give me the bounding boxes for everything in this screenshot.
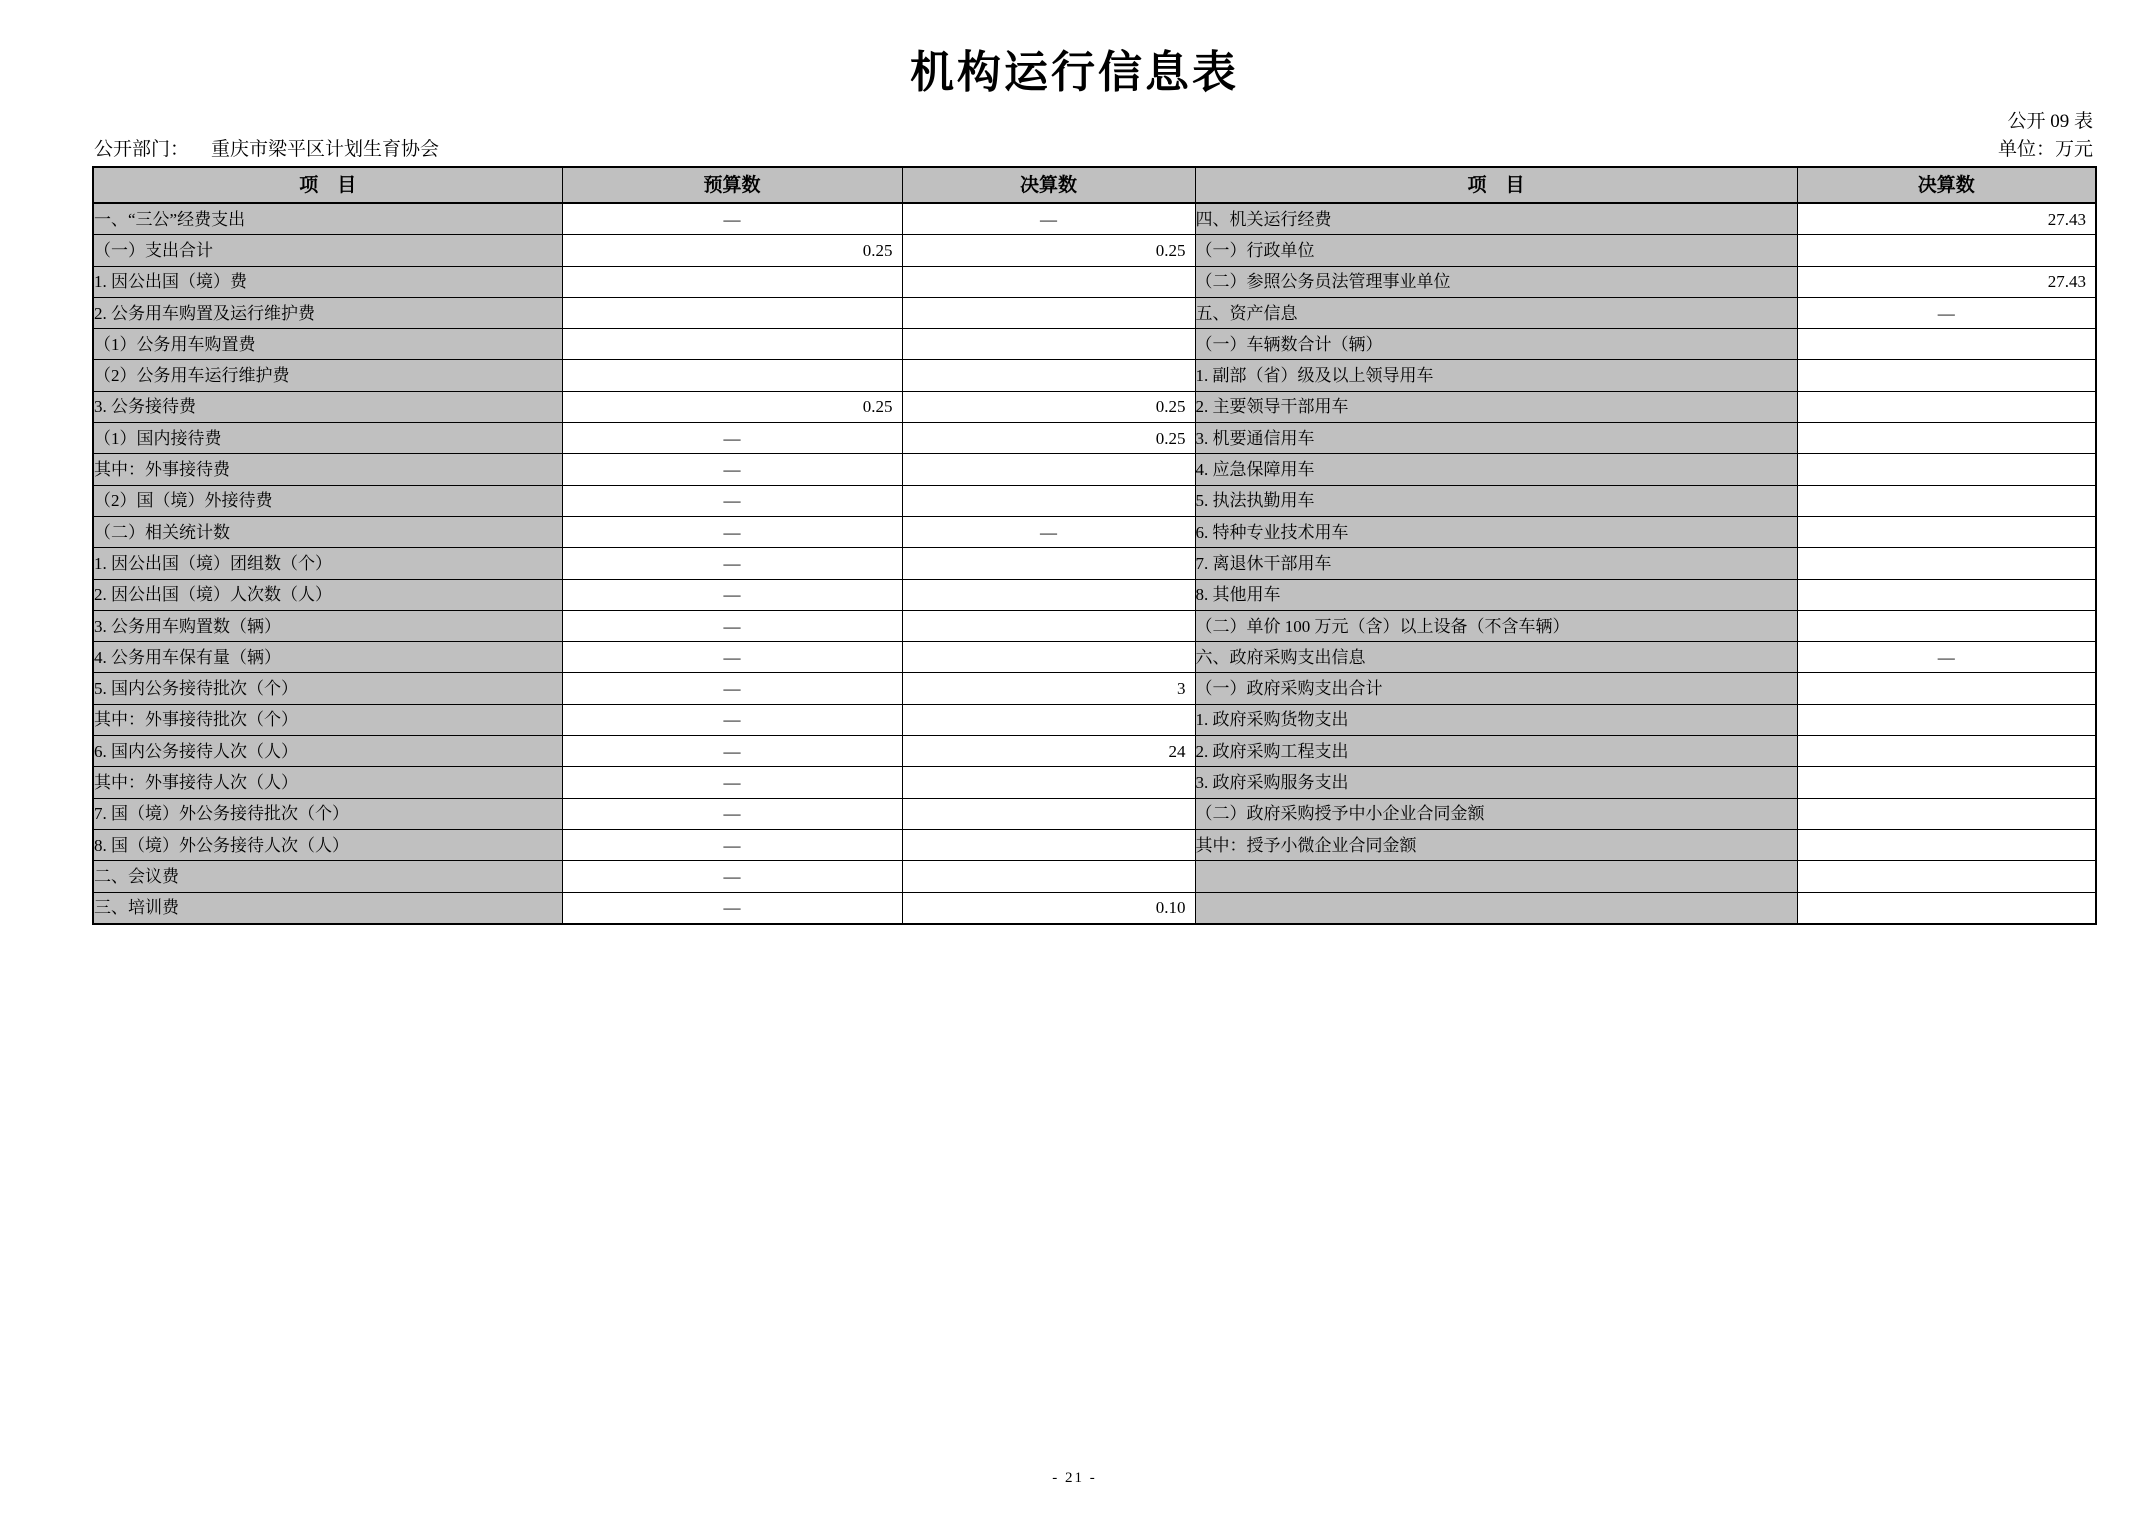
org-operation-table	[92, 166, 2097, 925]
final-value-right	[1797, 892, 2096, 924]
header-final-right: 决算数	[1797, 167, 2096, 203]
item-label-left: 2. 公务用车购置及运行维护费	[93, 297, 562, 328]
department-line	[94, 134, 439, 161]
final-value-right	[1797, 767, 2096, 798]
final-value-left: 0.25	[902, 391, 1195, 422]
item-label-left: 1. 因公出国（境）团组数（个）	[93, 548, 562, 579]
final-value-left: —	[902, 516, 1195, 547]
final-value-left	[902, 642, 1195, 673]
header-final-left: 决算数	[902, 167, 1195, 203]
budget-value: —	[562, 579, 902, 610]
item-label-left: 3. 公务接待费	[93, 391, 562, 422]
table-row	[93, 485, 2096, 516]
table-row	[93, 798, 2096, 829]
item-label-left: 5. 国内公务接待批次（个）	[93, 673, 562, 704]
final-value-left	[902, 579, 1195, 610]
budget-value: —	[562, 203, 902, 235]
budget-value: —	[562, 548, 902, 579]
final-value-right	[1797, 673, 2096, 704]
final-value-right	[1797, 798, 2096, 829]
item-label-left: 二、会议费	[93, 861, 562, 892]
table-row	[93, 297, 2096, 328]
item-label-left: 1. 因公出国（境）费	[93, 266, 562, 297]
table-body	[93, 203, 2096, 924]
budget-value: —	[562, 798, 902, 829]
final-value-right	[1797, 516, 2096, 547]
final-value-right	[1797, 736, 2096, 767]
final-value-right: 27.43	[1797, 203, 2096, 235]
item-label-right: 五、资产信息	[1195, 297, 1797, 328]
table-row	[93, 266, 2096, 297]
final-value-left	[902, 454, 1195, 485]
header-item-right: 项 目	[1195, 167, 1797, 203]
budget-value: —	[562, 454, 902, 485]
table-row	[93, 391, 2096, 422]
final-value-left	[902, 266, 1195, 297]
final-value-left: 0.25	[902, 235, 1195, 266]
budget-value	[562, 360, 902, 391]
budget-value: —	[562, 423, 902, 454]
final-value-left	[902, 861, 1195, 892]
final-value-right: 27.43	[1797, 266, 2096, 297]
department-label: 公开部门：	[94, 139, 190, 160]
table-row	[93, 579, 2096, 610]
item-label-right: 1. 政府采购货物支出	[1195, 704, 1797, 735]
final-value-left: 0.10	[902, 892, 1195, 924]
budget-value: —	[562, 642, 902, 673]
item-label-right	[1195, 861, 1797, 892]
table-row	[93, 642, 2096, 673]
final-value-left	[902, 798, 1195, 829]
item-label-left: 7. 国（境）外公务接待批次（个）	[93, 798, 562, 829]
item-label-left: （二）相关统计数	[93, 516, 562, 547]
budget-value: —	[562, 736, 902, 767]
item-label-right: （二）政府采购授予中小企业合同金额	[1195, 798, 1797, 829]
final-value-right	[1797, 548, 2096, 579]
table-row	[93, 516, 2096, 547]
item-label-right: 四、机关运行经费	[1195, 203, 1797, 235]
item-label-left: （2）国（境）外接待费	[93, 485, 562, 516]
final-value-left	[902, 767, 1195, 798]
item-label-right: 六、政府采购支出信息	[1195, 642, 1797, 673]
department-name: 重庆市梁平区计划生育协会	[211, 139, 440, 160]
budget-value: 0.25	[562, 391, 902, 422]
item-label-right: （一）行政单位	[1195, 235, 1797, 266]
final-value-left	[902, 704, 1195, 735]
budget-value: —	[562, 829, 902, 860]
final-value-right	[1797, 861, 2096, 892]
final-value-left	[902, 548, 1195, 579]
item-label-left: 其中：外事接待人次（人）	[93, 767, 562, 798]
budget-value: —	[562, 673, 902, 704]
item-label-left: 其中：外事接待费	[93, 454, 562, 485]
final-value-right	[1797, 235, 2096, 266]
item-label-left: （2）公务用车运行维护费	[93, 360, 562, 391]
table-row	[93, 767, 2096, 798]
table-row	[93, 203, 2096, 235]
final-value-right: —	[1797, 642, 2096, 673]
page-number: - 21 -	[1052, 1470, 1097, 1486]
item-label-right: 1. 副部（省）级及以上领导用车	[1195, 360, 1797, 391]
table-row	[93, 610, 2096, 641]
final-value-right	[1797, 423, 2096, 454]
table-row	[93, 360, 2096, 391]
item-label-right: 3. 政府采购服务支出	[1195, 767, 1797, 798]
table-row	[93, 861, 2096, 892]
item-label-right: 其中：授予小微企业合同金额	[1195, 829, 1797, 860]
budget-value: —	[562, 892, 902, 924]
item-label-left: 三、培训费	[93, 892, 562, 924]
final-value-left: 0.25	[902, 423, 1195, 454]
item-label-right: 8. 其他用车	[1195, 579, 1797, 610]
item-label-right: 5. 执法执勤用车	[1195, 485, 1797, 516]
budget-value: —	[562, 767, 902, 798]
table-row	[93, 673, 2096, 704]
item-label-right: 2. 主要领导干部用车	[1195, 391, 1797, 422]
final-value-right: —	[1797, 297, 2096, 328]
item-label-left: 3. 公务用车购置数（辆）	[93, 610, 562, 641]
item-label-left: （1）公务用车购置费	[93, 329, 562, 360]
final-value-left	[902, 610, 1195, 641]
table-row	[93, 892, 2096, 924]
item-label-right: 6. 特种专业技术用车	[1195, 516, 1797, 547]
item-label-left: 其中：外事接待批次（个）	[93, 704, 562, 735]
item-label-left: 6. 国内公务接待人次（人）	[93, 736, 562, 767]
budget-value	[562, 297, 902, 328]
item-label-left: 4. 公务用车保有量（辆）	[93, 642, 562, 673]
final-value-left	[902, 360, 1195, 391]
final-value-right	[1797, 485, 2096, 516]
final-value-right	[1797, 360, 2096, 391]
item-label-right: （一）车辆数合计（辆）	[1195, 329, 1797, 360]
final-value-right	[1797, 329, 2096, 360]
item-label-right: （二）参照公务员法管理事业单位	[1195, 266, 1797, 297]
final-value-left: 24	[902, 736, 1195, 767]
table-row	[93, 329, 2096, 360]
item-label-right: （一）政府采购支出合计	[1195, 673, 1797, 704]
final-value-left	[902, 829, 1195, 860]
table-row	[93, 704, 2096, 735]
budget-value: —	[562, 861, 902, 892]
final-value-left	[902, 297, 1195, 328]
table-row	[93, 423, 2096, 454]
item-label-right: （二）单价 100 万元（含）以上设备（不含车辆）	[1195, 610, 1797, 641]
page-title: 机构运行信息表	[910, 48, 1239, 97]
form-code-label: 公开 09 表	[2007, 111, 2093, 132]
header-budget: 预算数	[562, 167, 902, 203]
unit-label: 单位：万元	[1997, 139, 2093, 160]
final-value-right	[1797, 391, 2096, 422]
table-row	[93, 548, 2096, 579]
item-label-left: 8. 国（境）外公务接待人次（人）	[93, 829, 562, 860]
budget-value: —	[562, 704, 902, 735]
budget-value: 0.25	[562, 235, 902, 266]
item-label-right: 4. 应急保障用车	[1195, 454, 1797, 485]
final-value-right	[1797, 610, 2096, 641]
table-row	[93, 829, 2096, 860]
table-header-row	[93, 167, 2096, 203]
item-label-right: 3. 机要通信用车	[1195, 423, 1797, 454]
final-value-right	[1797, 704, 2096, 735]
final-value-right	[1797, 454, 2096, 485]
final-value-right	[1797, 829, 2096, 860]
item-label-left: 2. 因公出国（境）人次数（人）	[93, 579, 562, 610]
item-label-left: 一、“三公”经费支出	[93, 203, 562, 235]
final-value-left: 3	[902, 673, 1195, 704]
budget-value: —	[562, 610, 902, 641]
budget-value: —	[562, 516, 902, 547]
header-item-left: 项 目	[93, 167, 562, 203]
table-row	[93, 454, 2096, 485]
item-label-right: 2. 政府采购工程支出	[1195, 736, 1797, 767]
budget-value	[562, 329, 902, 360]
final-value-left: —	[902, 203, 1195, 235]
final-value-right	[1797, 579, 2096, 610]
budget-value	[562, 266, 902, 297]
final-value-left	[902, 329, 1195, 360]
item-label-left: （1）国内接待费	[93, 423, 562, 454]
item-label-right: 7. 离退休干部用车	[1195, 548, 1797, 579]
item-label-right	[1195, 892, 1797, 924]
table-row	[93, 736, 2096, 767]
table-row	[93, 235, 2096, 266]
budget-value: —	[562, 485, 902, 516]
final-value-left	[902, 485, 1195, 516]
item-label-left: （一）支出合计	[93, 235, 562, 266]
